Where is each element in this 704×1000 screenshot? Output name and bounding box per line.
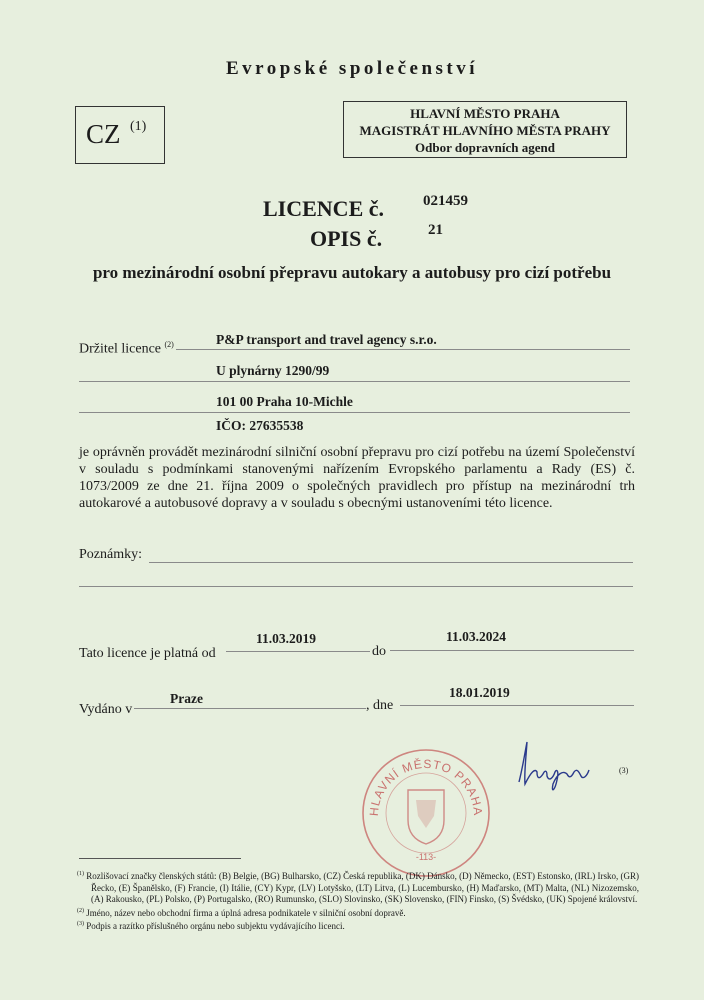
official-stamp [356,738,496,878]
issuing-authority-box [343,101,627,158]
issued-place-line [134,708,366,709]
stamp-number: -113- [415,852,437,862]
footnote-2-text: Jméno, název nebo obchodní firma a úplná adresa podnikatele v silniční osobní dopravě. [86,907,406,918]
signature-image [511,738,621,798]
copy-number: 21 [428,222,443,238]
issued-date: 18.01.2019 [449,685,510,700]
copy-label: OPIS č. [310,226,383,251]
validity-label: Tato licence je platná od [79,646,216,661]
footnote-2-mark: (2) [77,907,84,914]
holder-label [79,340,174,358]
holder-ico: IČO: 27635538 [216,418,304,433]
licence-body-text: je oprávněn provádět mezinárodní silniční osobní přepravu pro cizí potřebu na území Společenství v souladu s podmínkami stanovenými nařízením Evropského parlamentu a Rady (ES) č. 1073/2009 ze dne 21. října 2009 o společných pravidlech pro přístup na mezinárodní trh autokarové a autobusové dopravy a v souladu s obecnými ustanoveními této licence. [79,445,635,511]
licence-label: LICENCE č. [263,196,385,221]
issued-label: Vydáno v [79,702,133,717]
footnote-1-text: Rozlišovací značky členských států: (B) Belgie, (BG) Bulharsko, (CZ) Česká republika, (DK) Dánsko, (D) Německo, (EST) Estonsko, (IRL) Irsko, (GR) Řecko, (E) Španělsko, (F) Francie, (I) Itálie, (CY) Kypr, (LV) Lotyšsko, (LT) Litva, (L) Lucembursko, (H) Maďarsko, (MT) Malta, (NL) Nizozemsko, (A) Rakousko, (PL) Polsko, (P) Portugalsko, (RO) Rumunsko, (SLO) Slovinsko, (SK) Slovensko, (FIN) Finsko, (S) Švédsko, (UK) Spojené království. [86,871,640,904]
issued-date-label: , dne [366,698,394,713]
footnote-separator [79,858,241,859]
validity-to: 11.03.2024 [446,629,507,644]
footnote-3-mark: (3) [77,921,84,927]
page-title: Evropské společenství [225,58,479,79]
footnote-2 [77,906,639,920]
holder-footnote-ref: (2) [164,340,174,349]
footnote-3-text: Podpis a razítko příslušného orgánu nebo subjektu vydávajícího licenci. [86,921,345,931]
footnote-1-mark: (1) [77,871,84,877]
authority-line-1: HLAVNÍ MĚSTO PRAHA [410,106,560,121]
validity-from-line [226,651,370,652]
licence-number: 021459 [423,193,468,209]
footnote-1 [77,869,639,906]
holder-street: U plynárny 1290/99 [216,363,330,378]
holder-label-text: Držitel licence [79,341,162,357]
authority-line-2: MAGISTRÁT HLAVNÍHO MĚSTA PRAHY [359,123,611,138]
licence-subtitle: pro mezinárodní osobní přepravu autokary a autobusy pro cizí potřebu [92,263,612,282]
notes-label: Poznámky: [79,547,142,562]
country-code-box [75,106,165,164]
validity-to-label: do [372,644,386,659]
footnotes [77,869,639,933]
issued-place: Praze [170,691,203,706]
holder-line-2 [79,381,630,382]
holder-line-1 [176,349,630,350]
country-code-footnote-ref: (1) [130,119,147,134]
validity-from: 11.03.2019 [256,631,317,646]
holder-line-3 [79,412,630,413]
holder-city: 101 00 Praha 10-Michle [216,394,353,409]
validity-to-line [390,650,634,651]
signature-footnote-ref: (3) [619,766,629,775]
notes-line-2 [79,586,633,587]
country-code: CZ [86,119,121,149]
issued-date-line [400,705,634,706]
notes-line-1 [149,562,633,563]
holder-name: P&P transport and travel agency s.r.o. [216,332,437,347]
stamp-text: HLAVNÍ MĚSTO PRAHA [366,756,486,817]
authority-line-3: Odbor dopravních agend [415,140,555,155]
footnote-3 [77,919,639,933]
